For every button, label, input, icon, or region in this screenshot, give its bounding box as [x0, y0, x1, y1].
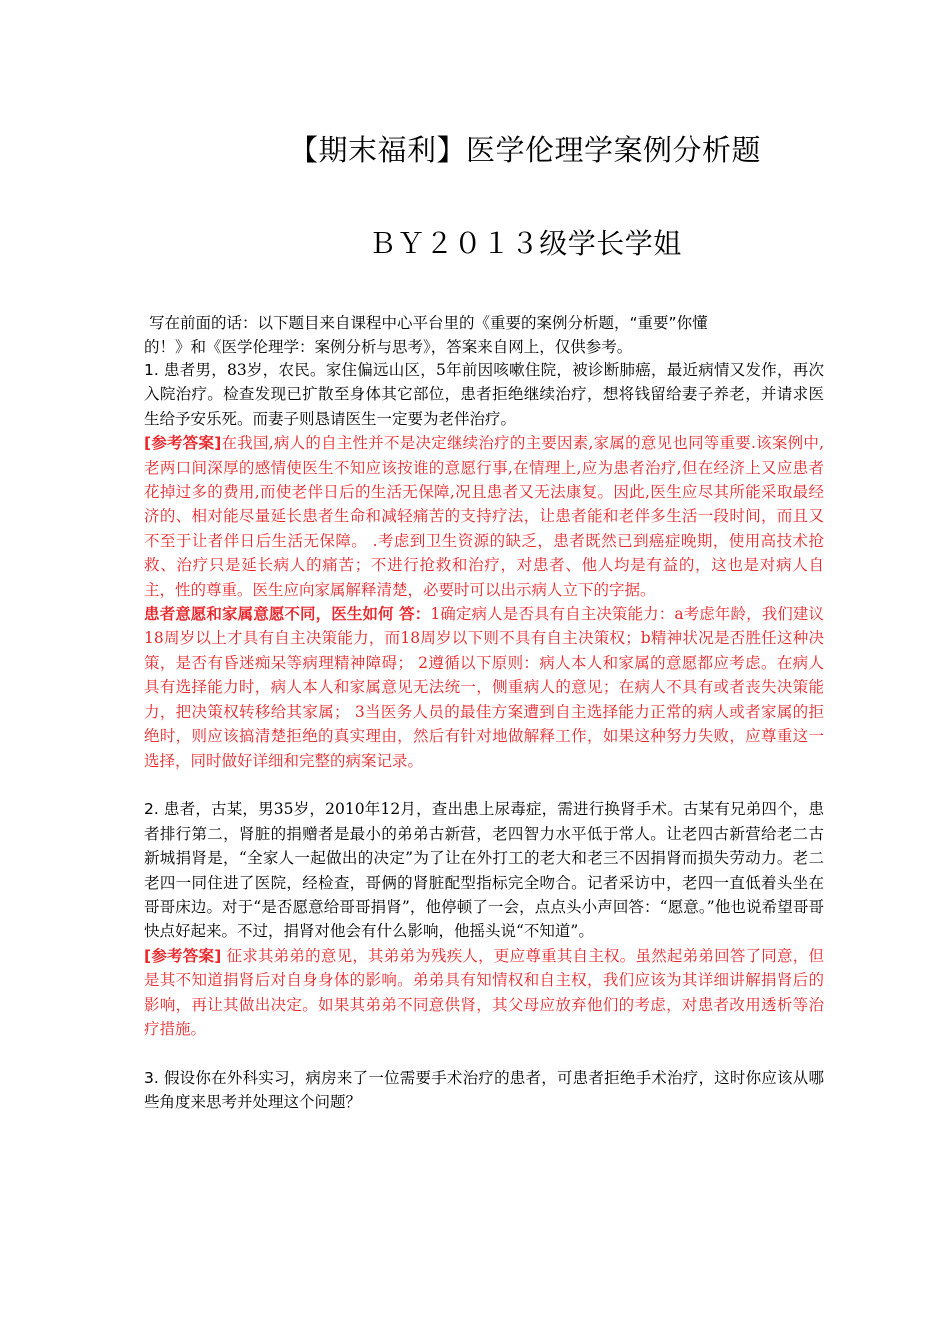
case-2-answer-label: [参考答案] — [144, 946, 222, 965]
case-1-number: 1. — [144, 361, 159, 379]
case-2-answer-text: 征求其弟弟的意见，其弟弟为残疾人，更应尊重其自主权。虽然起弟弟回答了同意，但是其不知道捐肾后对自身身体的影响。弟弟具有知情权和自主权，我们应该为其详细讲解捐肾后的影响，再让其做出决定。如果其弟弟不同意供肾，其父母应放弃他们的考虑，对患者改用透析等治疗措施。 — [144, 946, 824, 1038]
case-2-question-text: 患者，古某，男35岁，2010年12月，查出患上尿毒症，需进行换肾手术。古某有兄弟四个，患者排行第二，肾脏的捐赠者是最小的弟弟古新营，老四智力水平低于常人。让老四古新营给老二古新城捐肾是，“全家人一起做出的决定”为了让在外打工的老大和老三不因捐肾而损失劳动力。老二老四一同住进了医院，经检查，哥俩的肾脏配型指标完全吻合。记者采访中，老四一直低着头坐在哥哥床边。对于“是否愿意给哥哥捐肾”，他停顿了一会，点点头小声回答：“愿意。”他也说希望哥哥快点好起来。不过，捐肾对他会有什么影响，他摇头说“不知道”。 — [144, 800, 824, 941]
case-1-answer-text: 在我国,病人的自主性并不是决定继续治疗的主要因素,家属的意见也同等重要.该案例中,老两口间深厚的感情使医生不知应该按谁的意愿行事,在情理上,应为患者治疗,但在经济上又应患者花掉过多的费用,而使老伴日后的生活无保障,况且患者又无法康复。因此,医生应尽其所能采取最经济的、相对能尽量延长患者生命和减轻痛苦的支持疗法，让患者能和老伴多生活一段时间，而且又不至于让者伴日后生活无保障。 .考虑到卫生资源的缺乏，患者既然已到癌症晚期，使用高技术抢救、治疗只是延长病人的痛苦；不进行抢救和治疗，对患者、他人均是有益的，这也是对病人自主，性的尊重。医生应向家属解释清楚，必要时可以出示病人立下的字据。 — [144, 434, 824, 599]
case-3-question — [144, 1066, 824, 1115]
intro-line-1: 写在前面的话：以下题目来自课程中心平台里的《重要的案例分析题，“重要”你懂 — [149, 314, 708, 332]
document-title: 【期末福利】医学伦理学案例分析题 — [288, 133, 761, 167]
case-1-extra-label: 患者意愿和家属意愿不同，医生如何 答： — [144, 605, 431, 624]
case-3-number: 3. — [144, 1068, 159, 1087]
spacer — [144, 773, 824, 797]
case-3-question-text: 假设你在外科实习，病房来了一位需要手术治疗的患者，可患者拒绝手术治疗，这时你应该从哪些角度来思考并处理这个问题？ — [144, 1068, 824, 1112]
case-1-extra-text: 1确定病人是否具有自主决策能力：a考虑年龄，我们建议18周岁以上才具有自主决策能力，而18周岁以下则不具有自主决策权；b精神状况是否胜任这种决策，是否有昏迷痴呆等病理精神障碍； 2遵循以下原则：病人本人和家属的意愿都应考虑。在病人具有选择能力时，病人本人和家属意见无法统一，侧重病人的意见；在病人不具有或者丧失决策能力，把决策权转移给其家属； 3当医务人员的最佳方案遭到自主选择能力正常的病人或者家属的拒绝时，则应该搞清楚拒绝的真实理由，然后有针对地做解释工作，如果这种努力失败，应尊重这一选择，同时做好详细和完整的病案记录。 — [144, 605, 824, 770]
case-1-extra — [144, 602, 824, 773]
spacer — [144, 1041, 824, 1065]
case-1-answer — [144, 431, 824, 602]
intro-line-2: 的！》和《医学伦理学：案例分析与思考》，答案来自网上，仅供参考。 — [144, 338, 633, 356]
case-1-question-text: 患者男，83岁，农民。家住偏远山区，5年前因咳嗽住院，被诊断肺癌，最近病情又发作，再次入院治疗。检查发现已扩散至身体其它部位，患者拒绝继续治疗，想将钱留给妻子养老，并请求医生给予安乐死。而妻子则恳请医生一定要为老伴治疗。 — [144, 361, 824, 428]
case-1-question — [144, 358, 824, 431]
case-1-answer-label: [参考答案] — [144, 434, 222, 453]
case-list — [144, 358, 824, 1115]
case-2-question — [144, 797, 824, 943]
case-2-number: 2. — [144, 800, 159, 819]
case-2-answer — [144, 944, 824, 1042]
document-subtitle: ＢＹ２０１３级学长学姐 — [368, 227, 682, 260]
intro-note — [144, 311, 784, 359]
